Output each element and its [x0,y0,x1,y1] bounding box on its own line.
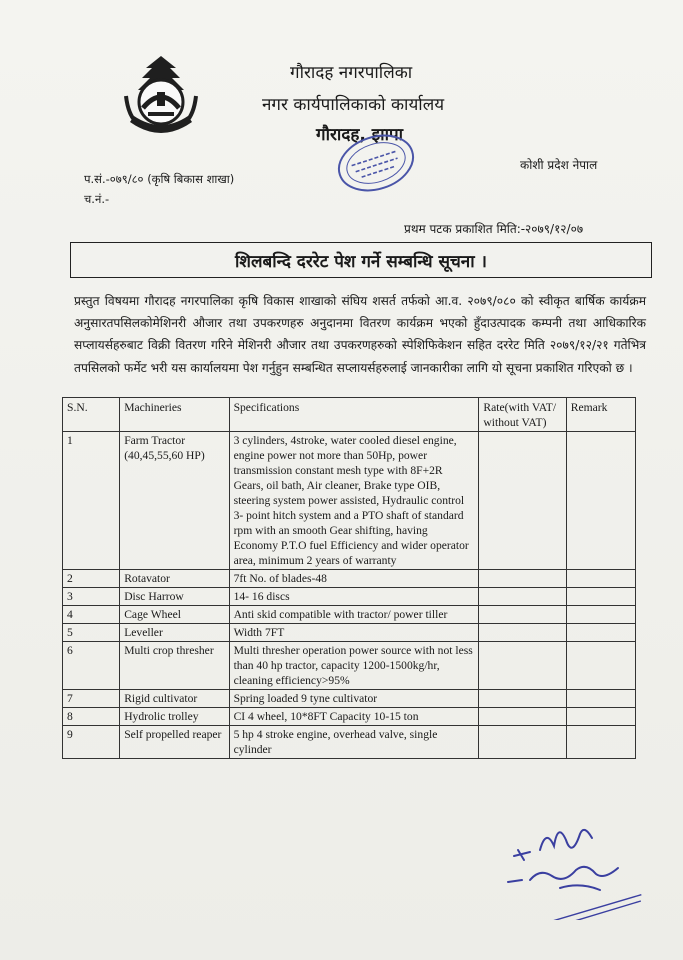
office-stamp-icon [332,128,420,198]
published-date: प्रथम पटक प्रकाशित मिति:-२०७९/१२/०७ [404,222,584,236]
office-address: गौरादह, झापा [316,125,404,145]
row-spec: 14- 16 discs [229,588,479,606]
row-machine: Farm Tractor (40,45,55,60 HP) [120,432,229,570]
table-row [63,726,636,759]
table-row [63,642,636,690]
row-remark [566,570,635,588]
row-remark [566,642,635,690]
municipality-name: गौरादह नगरपालिका [290,63,413,83]
row-sn: 2 [63,570,120,588]
row-sn: 4 [63,606,120,624]
row-machine: Cage Wheel [120,606,229,624]
header-machineries: Machineries [120,398,229,432]
row-rate [479,708,566,726]
row-remark [566,708,635,726]
row-rate [479,624,566,642]
row-rate [479,606,566,624]
row-rate [479,432,566,570]
row-sn: 5 [63,624,120,642]
row-sn: 7 [63,690,120,708]
row-sn: 3 [63,588,120,606]
row-remark [566,606,635,624]
table-row [63,624,636,642]
row-sn: 1 [63,432,120,570]
notice-title-text: शिलबन्दि दररेट पेश गर्ने सम्बन्धि सूचना । [235,251,487,272]
row-spec: Width 7FT [229,624,479,642]
header-sn: S.N. [63,398,120,432]
row-spec: Anti skid compatible with tractor/ power tiller [229,606,479,624]
row-machine: Disc Harrow [120,588,229,606]
row-spec: 7ft No. of blades-48 [229,570,479,588]
row-remark [566,432,635,570]
row-machine: Self propelled reaper [120,726,229,759]
row-rate [479,690,566,708]
row-rate [479,570,566,588]
row-sn: 6 [63,642,120,690]
official-signature [500,810,650,920]
row-remark [566,690,635,708]
row-rate [479,588,566,606]
row-machine: Leveller [120,624,229,642]
row-spec: Spring loaded 9 tyne cultivator [229,690,479,708]
row-spec: 5 hp 4 stroke engine, overhead valve, single cylinder [229,726,479,759]
row-remark [566,588,635,606]
row-rate [479,726,566,759]
government-emblem-icon [118,52,204,138]
table-row [63,708,636,726]
notice-body: प्रस्तुत विषयमा गौरादह नगरपालिका कृषि विकास शाखाको संघिय शसर्त तर्फको आ.व. २०७९/०८० को स्वीकृत बार्षिक कार्यक्रम अनुसारतपसिलकोमेशिनरी औजार तथा उपकरणहरु अनुदानमा वितरण कार्यक्रम भएको हुँदाउत्पादक कम्पनी तथा आधिकारिक सप्लायर्सहरुबाट विक्री वितरण गरिने मेशिनरी औजार तथा उपकरणहरुको स्पेशिफिकेशन सहित दररेट मिति २०७९/१२/२१ गतेभित्र तपसिलको फर्मेट भरी यस कार्यालयमा पेश गर्नुहुन सम्बन्धित सप्लायर्सहरुलाई जानकारीका लागि यो सूचना प्रकाशित गरिएको छ । [74,294,646,375]
row-spec: CI 4 wheel, 10*8FT Capacity 10-15 ton [229,708,479,726]
row-remark [566,624,635,642]
row-machine: Rigid cultivator [120,690,229,708]
header-specifications: Specifications [229,398,479,432]
office-name: नगर कार्यपालिकाको कार्यालय [262,95,445,115]
row-machine: Rotavator [120,570,229,588]
header-remark: Remark [566,398,635,432]
row-spec: 3 cylinders, 4stroke, water cooled diesel engine, engine power not more than 50Hp, power transmission constant mesh type with 8F+2R Gears, oil bath, Air cleaner, Brake type OIB, steering system power assisted, Hydraulic control 3- point hitch system and a PTO shaft of standard rpm with an smooth Gear shifting, having Economy P.T.O fuel Efficiency and wider operator area, minimum 2 years of warranty [229,432,479,570]
table-row [63,690,636,708]
row-remark [566,726,635,759]
dispatch-number: च.नं.- [84,192,110,206]
table-header-row [63,398,636,432]
table-row [63,588,636,606]
row-spec: Multi thresher operation power source with not less than 40 hp tractor, capacity 1200-1500kg/hr, cleaning efficiency>95% [229,642,479,690]
row-sn: 9 [63,726,120,759]
row-machine: Multi crop thresher [120,642,229,690]
table-row [63,432,636,570]
notice-title [70,242,652,278]
machinery-table [62,397,636,759]
table-row [63,606,636,624]
table-row [63,570,636,588]
row-rate [479,642,566,690]
header-rate: Rate(with VAT/ without VAT) [479,398,566,432]
row-machine: Hydrolic trolley [120,708,229,726]
reference-number: प.सं.-०७९/८० (कृषि बिकास शाखा) [84,172,235,186]
row-sn: 8 [63,708,120,726]
province-label: कोशी प्रदेश नेपाल [520,158,598,172]
